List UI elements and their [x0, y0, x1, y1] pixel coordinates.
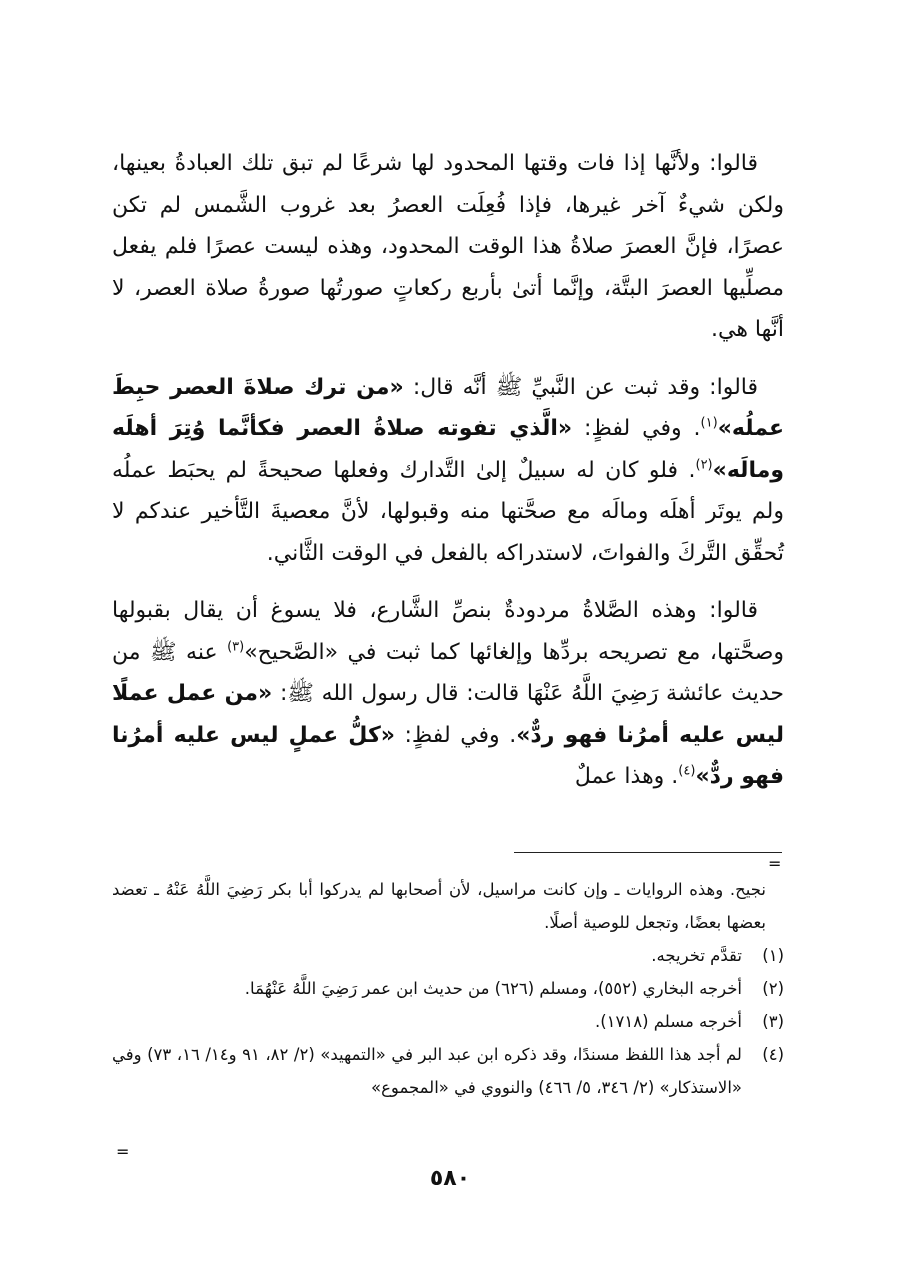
paragraph-3 [112, 590, 784, 798]
footnotes [112, 873, 784, 1104]
footnote-number: (٤) [762, 1045, 784, 1064]
footnote-ref-2[interactable]: (٢) [695, 457, 713, 473]
footnote-item [112, 939, 784, 972]
footnote-ref-3[interactable]: (٣) [227, 639, 245, 655]
footnote-ref-4[interactable]: (٤) [678, 763, 696, 779]
footnote-item [112, 1038, 784, 1104]
footnote-continuation: نجيح. وهذه الروايات ـ وإن كانت مراسيل، لأن أصحابها لم يدركوا أبا بكر رَضِيَ اللَّهُ عَنْهُ ـ تعضد بعضها بعضًا، وتجعل للوصية أصلًا. [112, 880, 766, 932]
paragraph-3-intro: قالوا: وهذه الصَّلاةُ مردودةٌ بنصِّ الشَّارع، فلا يسوغ أن يقال بقبولها وصحَّتها، مع تصريحه بردِّها وإلغائها كما ثبت في «الصَّحيح» [112, 598, 784, 665]
footnote-number: (١) [762, 946, 784, 965]
footnote-text: أخرجه مسلم (١٧١٨). [594, 1012, 742, 1031]
footnote-item [112, 972, 784, 1005]
footnote-text: أخرجه البخاري (٥٥٢)، ومسلم (٦٢٦) من حديث ابن عمر رَضِيَ اللَّهُ عَنْهُمَا. [244, 979, 742, 998]
paragraph-3-rest: . وهذا عملٌ [574, 764, 679, 789]
hadith-quote-2: «الَّذي تفوته صلاةُ العصر فكأنَّما وُتِرَ أهلَه ومالَه» [112, 416, 784, 483]
hadith-quote-4: «كلُّ عملٍ ليس عليه أمرُنا فهو ردٌّ» [112, 722, 784, 789]
paragraph-1 [112, 143, 784, 351]
paragraph-2-intro: قالوا: وقد ثبت عن النَّبيِّ ﷺ أنَّه قال: [403, 374, 758, 400]
footnote-separator [514, 852, 782, 853]
footnote-ref-1[interactable]: (١) [700, 415, 718, 431]
paragraph-1-text: قالوا: ولأنَّها إذا فات وقتها المحدود لها شرعًا لم تبق تلك العبادةُ بعينها، ولكن شيءٌ آخر غيرها، فإذا فُعِلَت العصرُ بعد غروب الشَّمس لم تكن عصرًا، فإنَّ العصرَ صلاةُ هذا الوقت المحدود، وهذه ليست عصرًا فلم يفعل مصلِّيها العصرَ البتَّة، وإنَّما أتىٰ بأربع ركعاتٍ صورتُها صورةُ صلاة العصر، لا أنَّها هي. [112, 151, 784, 342]
continuation-mark-top: = [768, 854, 782, 873]
footnote-text: تقدَّم تخريجه. [651, 946, 742, 965]
footnote-number: (٣) [762, 1012, 784, 1031]
paragraph-2-rest: . فلو كان له سبيلٌ إلىٰ التَّدارك وفعلها صحيحةً لم يحبَط عملُه ولم يوتَر أهلَه ومالَه مع صحَّتها منه وقبولها، لأنَّ معصيةَ التَّأخير عندكم لا تُحقِّق التَّركَ والفواتَ، لاستدراكه بالفعل في الوقت الثَّاني. [112, 457, 784, 566]
paragraph-2 [112, 367, 784, 575]
paragraph-3-narration: عنه ﷺ من حديث عائشة رَضِيَ اللَّهُ عَنْهَا قالت: قال رسول الله ﷺ: [112, 639, 784, 706]
footnote-item [112, 1005, 784, 1038]
hadith-quote-1: «من ترك صلاةَ العصر حبِطَ عملُه» [112, 374, 784, 441]
continuation-mark-bottom: = [116, 1142, 130, 1161]
paragraph-3-connector: . وفي لفظٍ: [394, 722, 517, 748]
paragraph-2-connector: . وفي لفظٍ: [572, 416, 701, 441]
main-text [112, 143, 784, 814]
footnote-number: (٢) [762, 979, 784, 998]
page-number: ٥٨٠ [429, 1166, 471, 1191]
hadith-quote-3: «من عمل عملًا ليس عليه أمرُنا فهو ردٌّ» [112, 681, 785, 748]
footnote-text: لم أجد هذا اللفظ مسندًا، وقد ذكره ابن عبد البر في «التمهيد» (٢/ ٨٢، ٩١ و١٤/ ١٦، ٧٣) وفي «الاستذكار» (٢/ ٣٤٦، ٥/ ٤٦٦) والنووي في «المجموع» [112, 1045, 742, 1097]
